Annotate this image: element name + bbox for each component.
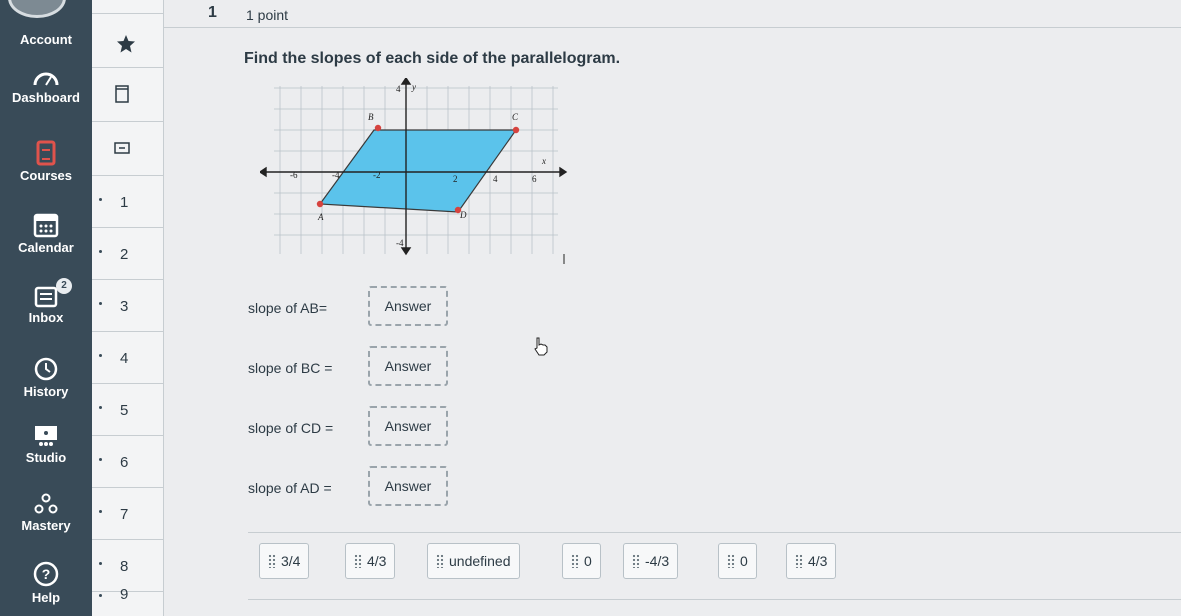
point-label-a: A bbox=[318, 212, 324, 222]
status-dot bbox=[99, 458, 102, 461]
qnav-question-3[interactable] bbox=[92, 280, 164, 332]
answer-chip-3-4[interactable] bbox=[259, 543, 309, 579]
question-points: 1 point bbox=[246, 7, 289, 23]
answer-bank bbox=[248, 532, 1181, 600]
answer-chip-neg-4-3[interactable] bbox=[623, 543, 678, 579]
answer-chip-undefined[interactable] bbox=[427, 543, 520, 579]
status-dot bbox=[99, 510, 102, 513]
nav-help[interactable] bbox=[0, 560, 92, 605]
point-label-b: B bbox=[368, 112, 374, 122]
drag-handle-icon[interactable] bbox=[632, 554, 640, 568]
drag-handle-icon[interactable] bbox=[571, 554, 579, 568]
courses-icon bbox=[34, 140, 58, 166]
chip-label: 3/4 bbox=[281, 553, 301, 569]
qnav-number: 8 bbox=[120, 558, 129, 575]
pin-icon[interactable] bbox=[116, 34, 136, 54]
qnav-question-2[interactable] bbox=[92, 228, 164, 280]
slope-ad-dropzone[interactable]: Answer bbox=[368, 466, 448, 506]
nav-mastery[interactable] bbox=[0, 492, 92, 533]
drag-handle-icon[interactable] bbox=[268, 554, 276, 568]
tick-label-x-2: 2 bbox=[453, 174, 458, 184]
status-dot bbox=[99, 594, 102, 597]
question-number: 1 bbox=[208, 4, 217, 21]
tick-label-y-4: 4 bbox=[396, 84, 401, 94]
question-prompt: Find the slopes of each side of the parallelogram. bbox=[244, 50, 621, 67]
nav-help-label: Help bbox=[31, 590, 61, 605]
calculator-icon[interactable] bbox=[112, 138, 132, 158]
slope-cd-label: slope of CD = bbox=[248, 420, 334, 436]
qnav-number: 4 bbox=[120, 350, 129, 367]
qnav-number: 6 bbox=[120, 454, 129, 471]
nav-inbox-label: Inbox bbox=[28, 310, 64, 325]
nav-courses[interactable] bbox=[0, 140, 92, 183]
bookmark-icon[interactable] bbox=[112, 84, 132, 104]
point-a bbox=[317, 201, 323, 207]
point-b bbox=[375, 125, 381, 131]
global-nav bbox=[0, 0, 92, 616]
parallelogram-graph bbox=[260, 78, 570, 268]
nav-studio-label: Studio bbox=[25, 450, 67, 465]
axis-label-y: y bbox=[412, 82, 416, 92]
qnav-number: 2 bbox=[120, 246, 129, 263]
qnav-question-1[interactable] bbox=[92, 176, 164, 228]
mastery-icon bbox=[32, 492, 60, 516]
nav-calendar[interactable] bbox=[0, 212, 92, 255]
nav-inbox[interactable] bbox=[0, 280, 92, 325]
qnav-question-7[interactable] bbox=[92, 488, 164, 540]
drag-handle-icon[interactable] bbox=[436, 554, 444, 568]
tick-label-x--2: -2 bbox=[373, 170, 381, 180]
question-navigator bbox=[92, 0, 164, 616]
slope-cd-dropzone[interactable]: Answer bbox=[368, 406, 448, 446]
answer-chip-4-3[interactable] bbox=[345, 543, 395, 579]
account-avatar-icon[interactable] bbox=[8, 0, 66, 18]
chip-label: -4/3 bbox=[645, 553, 670, 569]
qnav-flag-cell[interactable] bbox=[92, 14, 164, 68]
qnav-question-4[interactable] bbox=[92, 332, 164, 384]
point-c bbox=[513, 127, 519, 133]
qnav-calc-cell[interactable] bbox=[92, 122, 164, 176]
chip-label: 0 bbox=[584, 553, 592, 569]
tick-label-y--4: -4 bbox=[396, 238, 404, 248]
tick-label-x-4: 4 bbox=[493, 174, 498, 184]
chip-label: 4/3 bbox=[367, 553, 387, 569]
qnav-number: 7 bbox=[120, 506, 129, 523]
drag-handle-icon[interactable] bbox=[795, 554, 803, 568]
chip-label: undefined bbox=[449, 553, 511, 569]
calendar-icon bbox=[33, 212, 59, 238]
qnav-number: 1 bbox=[120, 194, 129, 211]
svg-text:?: ? bbox=[41, 566, 51, 582]
help-icon bbox=[32, 560, 60, 588]
hand-pointer-icon bbox=[531, 336, 551, 356]
question-header bbox=[164, 0, 1181, 28]
qnav-question-5[interactable] bbox=[92, 384, 164, 436]
point-label-c: C bbox=[512, 112, 519, 122]
chip-label: 0 bbox=[740, 553, 748, 569]
inbox-badge: 2 bbox=[56, 278, 72, 294]
answer-chip-4-3-b[interactable] bbox=[786, 543, 836, 579]
parallelogram-abcd bbox=[320, 130, 516, 212]
tick-label-x--6: -6 bbox=[290, 170, 298, 180]
status-dot bbox=[99, 302, 102, 305]
drag-handle-icon[interactable] bbox=[727, 554, 735, 568]
drag-handle-icon[interactable] bbox=[354, 554, 362, 568]
answer-chip-0-b[interactable] bbox=[718, 543, 757, 579]
axis-label-x: x bbox=[542, 156, 546, 166]
inbox-icon bbox=[33, 284, 59, 308]
nav-dashboard-label: Dashboard bbox=[12, 90, 80, 105]
status-dot bbox=[99, 406, 102, 409]
history-icon bbox=[33, 356, 59, 382]
qnav-number: 3 bbox=[120, 298, 129, 315]
qnav-number: 9 bbox=[120, 586, 129, 603]
chip-label: 4/3 bbox=[808, 553, 828, 569]
qnav-question-6[interactable] bbox=[92, 436, 164, 488]
nav-history-label: History bbox=[23, 384, 69, 399]
studio-icon bbox=[32, 424, 60, 448]
nav-account[interactable] bbox=[0, 30, 92, 47]
nav-courses-label: Courses bbox=[19, 168, 73, 183]
nav-studio[interactable] bbox=[0, 424, 92, 465]
slope-bc-label: slope of BC = bbox=[248, 360, 333, 376]
nav-calendar-label: Calendar bbox=[18, 240, 74, 255]
slope-ab-label: slope of AB= bbox=[248, 300, 328, 316]
qnav-question-9[interactable] bbox=[92, 586, 164, 616]
slope-ab-dropzone[interactable]: Answer bbox=[368, 286, 448, 326]
tick-label-x-6: 6 bbox=[532, 174, 537, 184]
answer-chip-0[interactable] bbox=[562, 543, 601, 579]
dashboard-icon bbox=[31, 68, 61, 88]
nav-dashboard[interactable] bbox=[0, 68, 92, 105]
slope-bc-dropzone[interactable]: Answer bbox=[368, 346, 448, 386]
qnav-top-cell bbox=[92, 0, 164, 14]
tick-label-x--4: -4 bbox=[332, 170, 340, 180]
status-dot bbox=[99, 562, 102, 565]
status-dot bbox=[99, 250, 102, 253]
status-dot bbox=[99, 198, 102, 201]
slope-ad-label: slope of AD = bbox=[248, 480, 332, 496]
qnav-number: 5 bbox=[120, 402, 129, 419]
qnav-question-8[interactable] bbox=[92, 540, 164, 592]
nav-account-label: Account bbox=[20, 32, 72, 47]
status-dot bbox=[99, 354, 102, 357]
nav-mastery-label: Mastery bbox=[21, 518, 71, 533]
point-label-d: D bbox=[460, 210, 467, 220]
qnav-bookmark-cell[interactable] bbox=[92, 68, 164, 122]
nav-history[interactable] bbox=[0, 356, 92, 399]
